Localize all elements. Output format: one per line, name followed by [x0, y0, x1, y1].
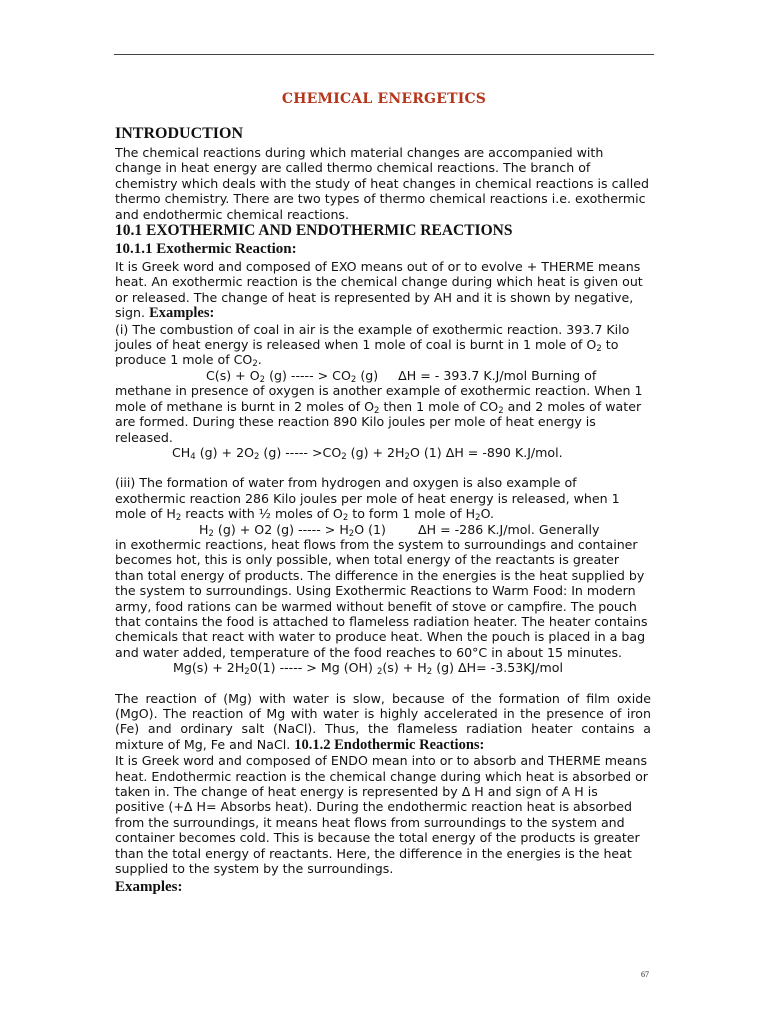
exothermic-general-paragraph: in exothermic reactions, heat flows from the system to surroundings and container becomes hot, this is only possible, when total energy of the reactants is greater than total energy of products. The difference in the energies is the heat supplied by the system to surroundings. Using Exothermic Reactions to Warm Food: In modern army, food rations can be warmed without benefit of stove or campfire. The pouch that contains the food is attached to flameless radiation heater. The heater contains chemicals that react with water to produce heat. When the pouch is placed in a bag and water added, temperature of the food reaches to 60°C in about 15 minutes. — [115, 536, 648, 660]
section-10-1-heading: 10.1 EXOTHERMIC AND ENDOTHERMIC REACTIONS — [115, 222, 513, 240]
equation-water: $H_2$ (g) + O2 (g) ----- > $H_2O$ (1) ΔH = -286 K.J/mol. Generally — [199, 521, 600, 539]
endothermic-examples-label: Examples: — [115, 879, 183, 896]
examples-label: Examples: — [149, 305, 215, 322]
page-title: CHEMICAL ENERGETICS — [281, 91, 487, 107]
introduction-text: The chemical reactions during which material changes are accompanied with change in heat energy are called thermo chemical reactions. The branch of chemistry which deals with the study of heat changes in chemical reactions is called thermo chemistry. There are two types of thermo chemical reactions i.e. exothermic and endothermic chemical reactions. — [115, 145, 650, 222]
introduction-heading: INTRODUCTION — [115, 125, 244, 142]
page-number: 67 — [641, 970, 649, 979]
exothermic-definition: It is Greek word and composed of EXO means out of or to evolve + THERME means heat. An exothermic reaction is the chemical change during which heat is given out or released. The change of heat is represented by AH and it is shown by negative, sign. Examples: — [115, 259, 643, 322]
equation-methane: $CH_4$ $(g) + 2O_2$ (g) ----- $>CO_2$ $(g) + 2H_2O$ (1) ΔH = -890 K.J/mol. — [172, 444, 563, 462]
document-body — [115, 125, 651, 897]
equation-coal: $C(s) + O_2$ (g) ----- > $CO_2$ (g) ΔH = - 393.7 K.J/mol Burning of — [206, 367, 597, 385]
equation-magnesium: $Mg(s) + 2H_20(1)$ ----- > Mg (OH) $_2(s) + H_2$ (g) ΔH= -3.53KJ/mol — [173, 660, 563, 678]
exothermic-heading: 10.1.1 Exothermic Reaction: — [115, 241, 297, 258]
endothermic-heading: 10.1.2 Endothermic Reactions: — [294, 736, 485, 753]
example-1: (i) The combustion of coal in air is the example of exothermic reaction. 393.7 Kilo joules of heat energy is released when 1 mole of coal is burnt in 1 mole of $O_2$ to produce 1 mole of $CO_2$. — [115, 321, 630, 370]
magnesium-paragraph: The reaction of (Mg) with water is slow, because of the formation of film oxide (MgO). The reaction of Mg with water is highly accelerated in the presence of iron (Fe) and ordinary salt (NaCl). Thus, the flameless radiation heater contains a mixture of Mg, Fe and NaCl. 10.1.2 Endothermic Reactions: — [115, 690, 651, 753]
example-2: methane in presence of oxygen is another example of exothermic reaction. When 1 mole of methane is burnt in 2 moles of $O_2$ then 1 mole of $CO_2$ and 2 moles of water are formed. During these reaction 890 Kilo joules per mole of heat energy is released. — [115, 383, 643, 445]
top-rule — [114, 54, 654, 55]
example-3: (iii) The formation of water from hydrogen and oxygen is also example of exothermic reaction 286 Kilo joules per mole of heat energy is released, when 1 mole of $H_2$ reacts with ½ moles of $O_2$ to form 1 mole of $H_2O$. — [115, 475, 620, 524]
endothermic-definition: It is Greek word and composed of ENDO mean into or to absorb and THERME means heat. Endothermic reaction is the chemical change during which heat is absorbed or taken in. The change of heat energy is represented by Δ H and sign of A H is positive (+Δ H= Absorbs heat). During the endothermic reaction heat is absorbed from the surroundings, it means heat flows from surroundings to the system and container becomes cold. This is because the total energy of the products is greater than the total energy of reactants. Here, the difference in the energies is the heat supplied to the system by the surroundings. — [115, 753, 648, 877]
